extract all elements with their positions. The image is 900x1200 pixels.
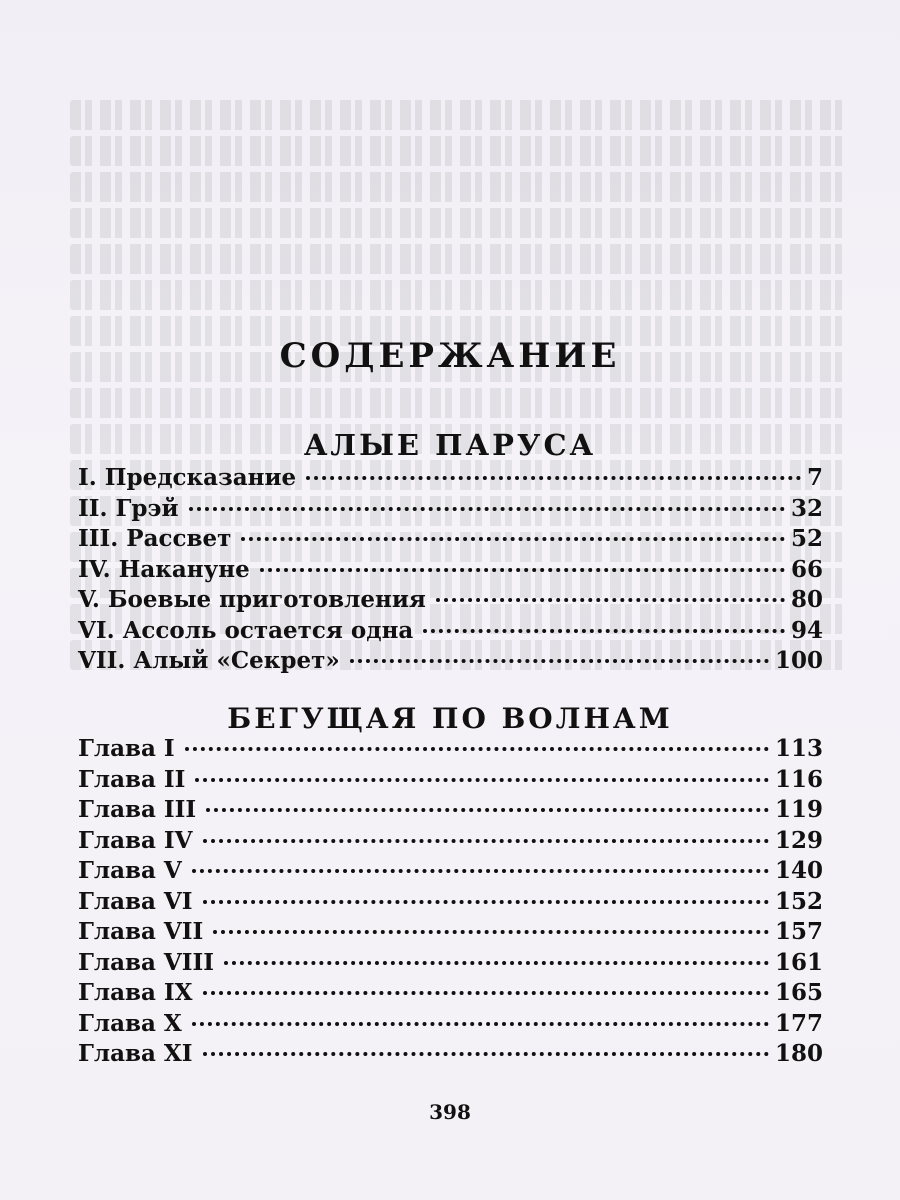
toc-entry-page: 161 (774, 948, 823, 976)
toc-entry (78, 495, 823, 526)
dot-leader (192, 1022, 769, 1026)
dot-leader (203, 991, 769, 995)
toc-entry-page: 32 (790, 494, 823, 522)
toc-entry (78, 979, 823, 1010)
toc-entry-page: 119 (774, 796, 823, 823)
toc-entry (78, 735, 823, 766)
toc-entry-label: Глава I (78, 735, 175, 762)
dot-leader (185, 747, 769, 751)
dot-leader (306, 476, 801, 480)
toc-entry-label: VI. Ассоль остается одна (78, 616, 414, 644)
toc-entry-label: VII. Алый «Секрет» (78, 647, 340, 674)
toc-entry-label: Глава VIII (78, 948, 215, 976)
toc-entry-label: III. Рассвет (78, 525, 232, 552)
toc-entry (78, 888, 823, 919)
toc-entry-page: 157 (774, 918, 823, 945)
toc-entry-label: V. Боевые приготовления (78, 586, 426, 613)
toc-entry (78, 464, 823, 495)
toc-entry-label: Глава XI (78, 1040, 193, 1067)
dot-leader (436, 598, 785, 602)
toc-entry-page: 94 (790, 616, 823, 644)
toc-entry-label: Глава V (78, 857, 182, 884)
toc-entry (78, 586, 823, 617)
toc-entry (78, 827, 823, 858)
toc-entry-label: II. Грэй (78, 494, 179, 522)
toc-entry-page: 80 (790, 586, 823, 613)
toc-entry (78, 766, 823, 797)
dot-leader (195, 778, 769, 782)
toc-entry-page: 52 (790, 525, 823, 552)
toc-entry-page: 140 (774, 857, 823, 884)
dot-leader (203, 839, 769, 843)
toc-entry (78, 525, 823, 556)
dot-leader (203, 900, 769, 904)
toc-entry (78, 617, 823, 648)
toc-entry-page: 7 (806, 464, 823, 491)
dot-leader (224, 961, 769, 965)
toc-entry-label: Глава X (78, 1009, 182, 1037)
toc-entry-label: Глава VI (78, 887, 193, 915)
section-title-begushchaya-po-volnam: БЕГУЩАЯ ПО ВОЛНАМ (227, 702, 673, 735)
section-title-alye-parusa: АЛЫЕ ПАРУСА (303, 428, 597, 462)
toc-entry (78, 949, 823, 980)
dot-leader (203, 1052, 769, 1056)
toc-entry-page: 116 (774, 765, 823, 793)
toc-entry-label: IV. Накануне (78, 555, 250, 583)
page-title: СОДЕРЖАНИЕ (279, 336, 621, 376)
dot-leader (260, 568, 785, 572)
toc-entry-label: Глава II (78, 765, 186, 793)
toc-entry-label: Глава VII (78, 918, 204, 945)
toc-entry (78, 556, 823, 587)
toc-entry-label: Глава IV (78, 826, 193, 854)
toc-entry-label: Глава IX (78, 979, 193, 1006)
toc-list-begushchaya-po-volnam (78, 735, 823, 1071)
toc-entry-label: I. Предсказание (78, 464, 297, 491)
toc-entry (78, 857, 823, 888)
dot-leader (213, 930, 769, 934)
page-number: 398 (429, 1100, 471, 1124)
toc-entry (78, 918, 823, 949)
toc-entry (78, 1010, 823, 1041)
toc-entry-page: 100 (774, 647, 823, 674)
toc-entry-page: 165 (774, 979, 823, 1006)
dot-leader (350, 659, 769, 663)
toc-entry-page: 129 (774, 826, 823, 854)
toc-entry (78, 1040, 823, 1071)
dot-leader (423, 629, 785, 633)
toc-entry (78, 796, 823, 827)
toc-list-alye-parusa (78, 464, 823, 678)
toc-entry-page: 177 (774, 1009, 823, 1037)
toc-entry-label: Глава III (78, 796, 197, 823)
toc-entry-page: 152 (774, 887, 823, 915)
dot-leader (206, 808, 769, 812)
toc-entry (78, 647, 823, 678)
dot-leader (189, 507, 785, 511)
toc-entry-page: 180 (774, 1040, 823, 1067)
dot-leader (192, 869, 769, 873)
dot-leader (241, 537, 785, 541)
toc-entry-page: 113 (774, 735, 823, 762)
toc-entry-page: 66 (790, 555, 823, 583)
